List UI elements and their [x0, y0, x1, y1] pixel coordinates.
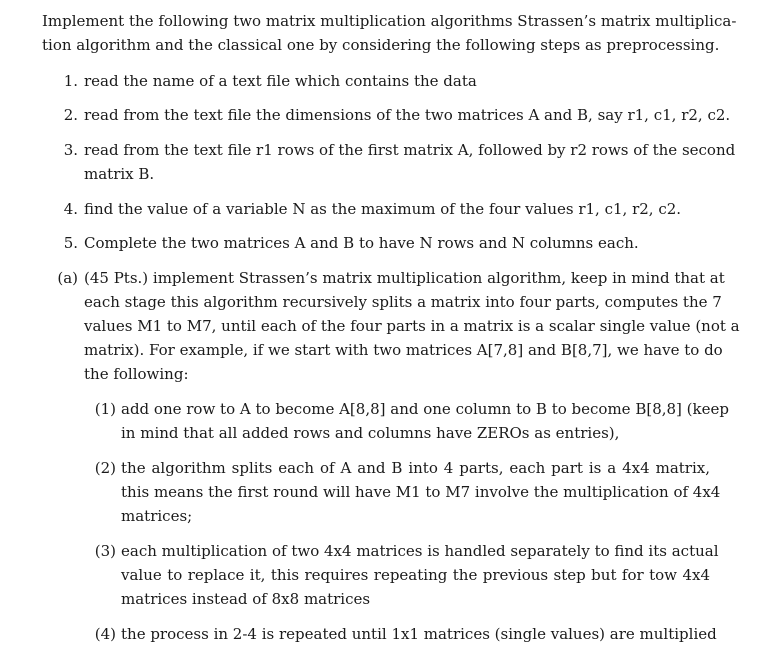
step-1-text: read the name of a text file which contains the data: [84, 72, 477, 90]
subitem-3-line-1: each multiplication of two 4x4 matrices is handled separately to find its actual: [121, 542, 719, 560]
step-4-number: 4.: [63, 200, 78, 218]
part-a-line-5: the following:: [84, 365, 189, 383]
intro-line-2: tion algorithm and the classical one by considering the following steps as preprocessing.: [42, 36, 720, 54]
step-4-text: find the value of a variable N as the maximum of the four values r1, c1, r2, c2.: [84, 200, 682, 218]
subitem-3-line-3: matrices instead of 8x8 matrices: [121, 590, 371, 608]
part-a-label: (a): [57, 269, 78, 287]
intro-line-1: Implement the following two matrix multiplication algorithms Strassen’s matrix multiplica-: [42, 12, 737, 30]
step-3-number: 3.: [63, 141, 78, 159]
subitem-3-line-2: value to replace it, this requires repeating the previous step but for tow 4x4: [121, 566, 710, 584]
step-5-text: Complete the two matrices A and B to have N rows and N columns each.: [84, 234, 639, 252]
subitem-3-label: (3): [94, 542, 116, 560]
step-3-text-line-2: matrix B.: [84, 165, 155, 183]
step-2-number: 2.: [63, 106, 78, 124]
part-a-line-4: matrix). For example, if we start with two matrices A[7,8] and B[8,7], we have to do: [84, 341, 723, 359]
subitem-1-line-1: add one row to A to become A[8,8] and one column to B to become B[8,8] (keep: [121, 400, 729, 418]
subitem-2-line-3: matrices;: [121, 507, 193, 525]
subitem-2-line-2: this means the first round will have M1 to M7 involve the multiplication of 4x4: [121, 483, 721, 501]
part-a-line-1: (45 Pts.) implement Strassen’s matrix multiplication algorithm, keep in mind that at: [84, 269, 725, 287]
subitem-4-line-1: the process in 2-4 is repeated until 1x1 matrices (single values) are multiplied: [121, 625, 717, 643]
step-3-text-line-1: read from the text file r1 rows of the first matrix A, followed by r2 rows of the second: [84, 141, 736, 159]
part-a-line-3: values M1 to M7, until each of the four parts in a matrix is a scalar single value (not a: [84, 317, 740, 335]
step-1-number: 1.: [63, 72, 78, 90]
subitem-4-label: (4): [94, 625, 116, 643]
step-2-text: read from the text file the dimensions of the two matrices A and B, say r1, c1, r2, c2.: [84, 106, 731, 124]
part-a-line-2: each stage this algorithm recursively splits a matrix into four parts, computes the 7: [84, 293, 722, 311]
subitem-2-line-1: the algorithm splits each of A and B into 4 parts, each part is a 4x4 matrix,: [121, 459, 710, 477]
subitem-1-line-2: in mind that all added rows and columns have ZEROs as entries),: [121, 424, 620, 442]
subitem-2-label: (2): [94, 459, 116, 477]
subitem-1-label: (1): [94, 400, 116, 418]
step-5-number: 5.: [63, 234, 78, 252]
